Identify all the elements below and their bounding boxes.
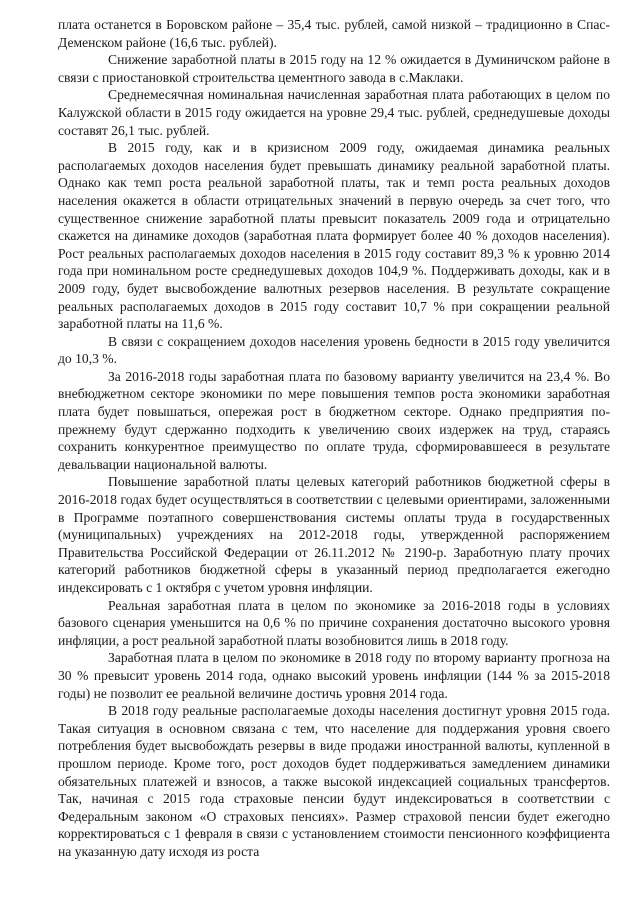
- paragraph-poverty-level: В связи с сокращением доходов населения уровень бедности в 2015 году увеличится до 10,3 %.: [58, 333, 610, 367]
- paragraph-continued: плата останется в Боровском районе – 35,4 тыс. рублей, самой низкой – традиционно в Спас-Деменском районе (16,6 тыс. рублей).: [58, 17, 610, 50]
- paragraph-second-variant: Заработная плата в целом по экономике в 2018 году по второму варианту прогноза на 30 % превысит уровень 2014 года, однако высокий уровень инфляции (144 % за 2015-2018 годы) не позволит ее реальной величине достичь уровня 2014 года.: [58, 650, 610, 701]
- paragraph-wages-2016-2018: За 2016-2018 годы заработная плата по базовому варианту увеличится на 23,4 %. Во внебюджетном секторе экономики по мере повышения темпов роста экономики заработная плата будет повышаться, опережая рост в бюджетном секторе. Однако предприятия по-прежнему будут сдержанно подходить к увеличению своих издержек на труд, стараясь сохранить конкурентное преимущество по оплате труда, сформировавшееся в результате девальвации национальной валюты.: [58, 368, 610, 472]
- paragraph-real-income-2015: В 2015 году, как и в кризисном 2009 году, ожидаемая динамика реальных располагаемых доходов населения будет превышать динамику реальной заработной платы. Однако как темп роста реальной заработной платы, так и темп роста реальных доходов населения окажется в области отрицательных значений в первую очередь за счет того, что существенное снижение заработной платы превысит показатель 2009 года и отрицательно скажется на динамике доходов (заработная плата формирует более 40 % доходов населения). Рост реальных располагаемых доходов населения в 2015 году составит 89,3 % к уровню 2014 года при номинальном росте среднедушевых доходов 104,9 %. Поддерживать доходы, как и в 2009 году, будет высвобождение валютных резервов населения. В результате сокращение реальных располагаемых доходов в 2015 году составит 10,7 % при сокращении реальной заработной платы на 11,6 %.: [58, 140, 610, 332]
- paragraph-budget-sector: Повышение заработной платы целевых категорий работников бюджетной сферы в 2016-2018 годах будет осуществляться в соответствии с целевыми ориентирами, заложенными в Программе поэтапного совершенствования системы оплаты труда в государственных (муниципальных) учреждениях на 2012-2018 годы, утвержденной распоряжением Правительства Российской Федерации от 26.11.2012 № 2190-р. Заработную плату прочих категорий работников бюджетной сферы в указанный период предполагается ежегодно индексировать с 1 октября с учетом уровня инфляции.: [58, 474, 610, 595]
- paragraph-duminichi-wages: Снижение заработной платы в 2015 году на 12 % ожидается в Думиничском районе в связи с приостановкой строительства цементного завода в с.Маклаки.: [58, 52, 610, 85]
- paragraph-income-2018: В 2018 году реальные располагаемые доходы населения достигнут уровня 2015 года. Такая ситуация в основном связана с тем, что население для поддержания уровня своего потребления будет высвобождать резервы в виде продажи иностранной валюты, купленной в прошлом периоде. Кроме того, рост доходов будет поддерживаться замедлением динамики обязательных платежей и взносов, а также высокой индексацией социальных трансфертов. Так, начиная с 2015 года страховые пенсии будут индексироваться в соответствии с Федеральным законом «О страховых пенсиях». Размер страховой пенсии будет ежегодно корректироваться с 1 февраля в связи с установлением стоимости пенсионного коэффициента на указанную дату исходя из роста: [58, 703, 610, 859]
- paragraph-real-wage-base: Реальная заработная плата в целом по экономике за 2016-2018 годы в условиях базового сценария уменьшится на 0,6 % по причине сохранения достаточно высокого уровня инфляции, а рост реальной заработной платы возобновится лишь в 2018 году.: [58, 597, 610, 648]
- paragraph-average-wage: Среднемесячная номинальная начисленная заработная плата работающих в целом по Калужской области в 2015 году ожидается на уровне 29,4 тыс. рублей, среднедушевые доходы составят 26,1 тыс. рублей.: [58, 87, 610, 138]
